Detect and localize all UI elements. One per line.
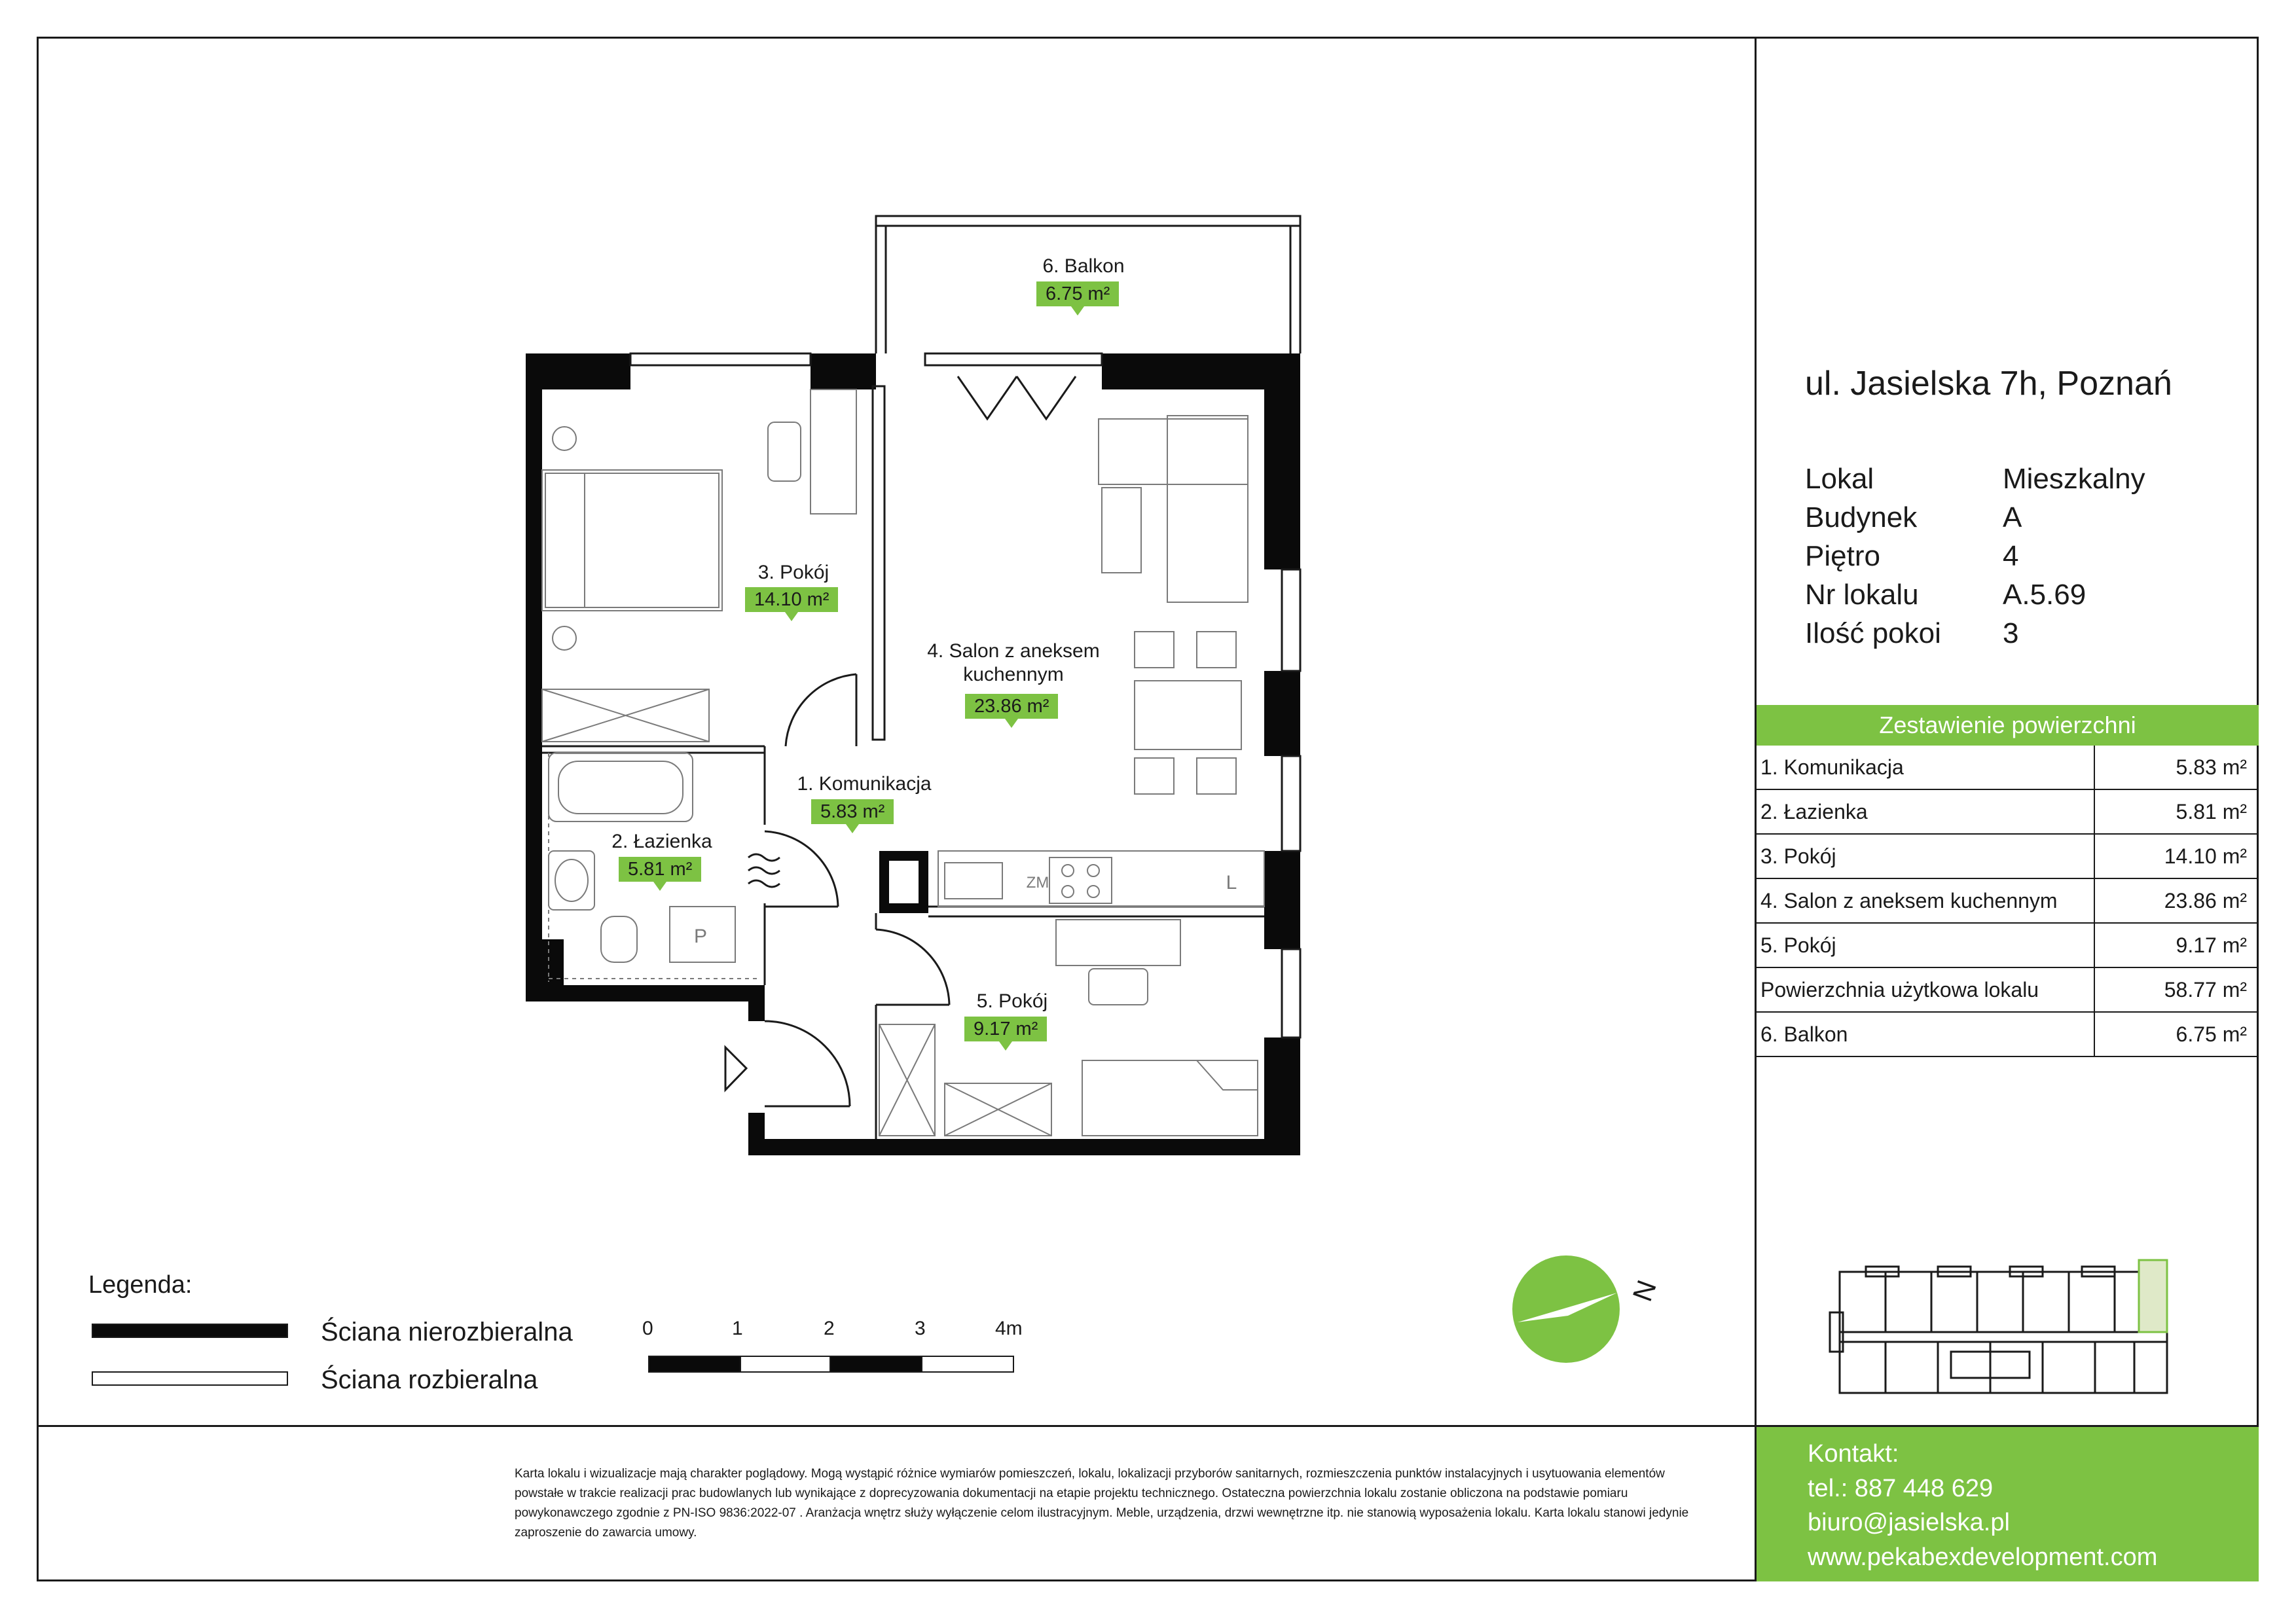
entrance-marker [725,1047,746,1090]
summary-value: 58.77 m² [2164,978,2247,1001]
area-chip-pokoj5: 9.17 m² [964,1017,1047,1041]
area-summary-table [1757,705,2259,1057]
info-key: Budynek [1805,501,1918,533]
summary-name: 4. Salon z aneksem kuchennym [1757,879,2095,922]
room-label-salon: 4. Salon z aneksem kuchennym [927,640,1100,685]
info-key: Ilość pokoi [1805,617,1941,649]
partition-walls [542,386,1264,1139]
legend-solid-wall-swatch [92,1324,288,1338]
info-key: Piętro [1805,540,1880,572]
summary-name: 5. Pokój [1757,924,2095,967]
info-value: A.5.69 [2003,579,2086,611]
contact-email[interactable]: biuro@jasielska.pl [1808,1509,2010,1536]
summary-value: 14.10 m² [2164,844,2247,868]
area-chip-komunikacja: 5.83 m² [811,799,894,824]
room-label-pokoj5: 5. Pokój [976,990,1048,1012]
shaft [889,861,919,903]
room-label-komunikacja: 1. Komunikacja [797,773,932,795]
scale-label: 4m [995,1318,1023,1339]
info-value: A [2003,501,2022,533]
legend-open-wall-label: Ściana rozbieralna [321,1365,538,1394]
legend-solid-wall-label: Ściana nierozbieralna [321,1318,573,1346]
summary-rows [1757,746,2259,1057]
fixture-label-l: L [1226,872,1237,893]
info-row [1805,575,2145,614]
legend-open-wall-swatch [92,1371,288,1386]
summary-value: 23.86 m² [2164,889,2247,912]
scale-label: 2 [824,1318,835,1339]
room-label-pokoj3: 3. Pokój [757,562,829,583]
summary-row [1757,790,2257,835]
scale-label: 0 [642,1318,653,1339]
summary-name: 1. Komunikacja [1757,746,2095,789]
address: ul. Jasielska 7h, Poznań [1805,365,2172,403]
bathroom-ventilation [748,854,780,887]
summary-row [1757,1013,2257,1057]
info-value: 4 [2003,540,2019,572]
summary-name: 2. Łazienka [1757,790,2095,833]
summary-value: 9.17 m² [2176,933,2247,957]
compass-icon [1512,1255,1620,1363]
info-key: Lokal [1805,463,1874,495]
building-key-plan [1820,1254,2187,1401]
summary-title: Zestawienie powierzchni [1757,705,2259,746]
summary-value: 5.83 m² [2176,755,2247,779]
area-chip-salon: 23.86 m² [965,694,1058,719]
room-label-balkon: 6. Balkon [1042,255,1125,277]
summary-value: 6.75 m² [2176,1022,2247,1046]
info-row [1805,460,2145,498]
area-chip-balkon: 6.75 m² [1036,281,1119,306]
contact-box [1757,1427,2259,1581]
summary-name: Powierzchnia użytkowa lokalu [1757,968,2095,1011]
summary-name: 6. Balkon [1757,1013,2095,1056]
summary-row [1757,835,2257,879]
info-key: Nr lokalu [1805,579,1919,611]
scale-label: 3 [915,1318,926,1339]
room-label-lazienka: 2. Łazienka [611,831,712,852]
summary-row [1757,746,2257,790]
info-row [1805,498,2145,537]
scale-label: 1 [732,1318,743,1339]
info-row [1805,614,2145,653]
highlighted-unit [2139,1260,2167,1332]
summary-value: 5.81 m² [2176,800,2247,823]
disclaimer: Karta lokalu i wizualizacje mają charakter poglądowy. Mogą wystąpić różnice wymiarów pomieszczeń, lokalu, lokalizacji przyborów sanitarnych, rozmieszczenia punktów instalacyjnych i usytuowania elementów powstałe w trakcie realizacji prac budowlanych lub wynikające z doprecyzowania dokumentacji na etapie projektu technicznego. Ostateczna powierzchnia lokalu zostanie obliczona na podstawie pomiaru powykonawczego zgodnie z PN-ISO 9836:2022-07 . Aranżacja wnętrz służy wyłączenie celom ilustracyjnym. Meble, urządzenia, drzwi wewnętrzne itp. nie stanowią wyposażenia lokalu. Karta lokalu stanowi jedynie zaproszenie do zawarcia umowy. [515,1467,1689,1540]
info-value: 3 [2003,617,2019,649]
summary-name: 3. Pokój [1757,835,2095,878]
summary-row [1757,879,2257,924]
info-row [1805,537,2145,575]
contact-website[interactable]: www.pekabexdevelopment.com [1808,1543,2158,1571]
north-label: N [1626,1276,1662,1306]
contact-phone[interactable]: tel.: 887 448 629 [1808,1475,1994,1502]
summary-row [1757,968,2257,1013]
unit-info [1805,460,2145,653]
summary-row [1757,924,2257,968]
info-value: Mieszkalny [2003,463,2145,495]
fridge-label: ZM [1026,874,1049,892]
scale-bar [649,1356,1013,1372]
bedroom5-furniture [879,920,1258,1136]
area-chip-lazienka: 5.81 m² [619,857,701,882]
washer-label: P [693,926,707,947]
contact-title: Kontakt: [1808,1440,1899,1468]
legend-title: Legenda: [88,1271,192,1299]
area-chip-pokoj3: 14.10 m² [745,587,838,612]
